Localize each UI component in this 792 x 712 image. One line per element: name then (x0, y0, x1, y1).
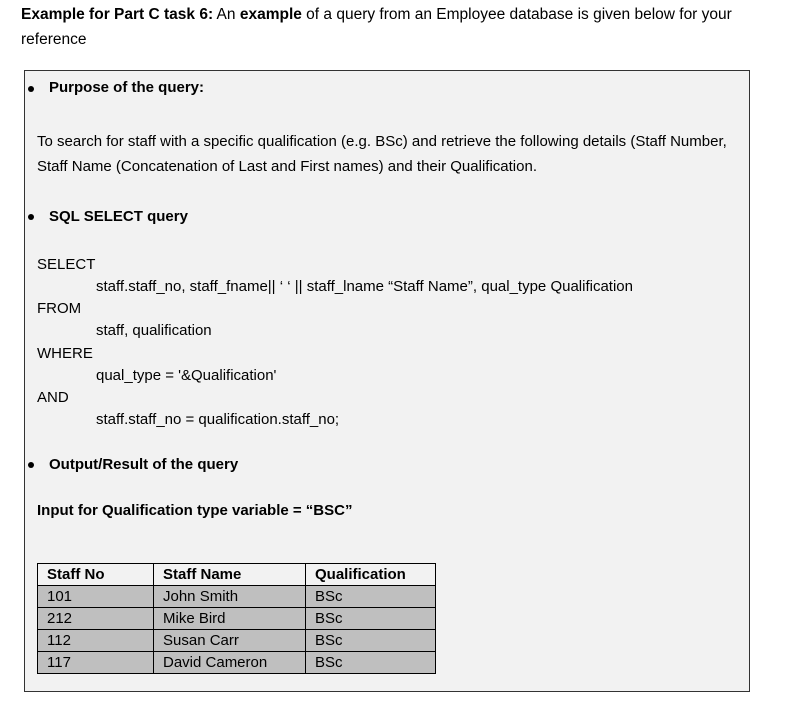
cell-staff-name: Susan Carr (154, 630, 306, 652)
cell-staff-no: 117 (38, 652, 154, 674)
header-qualification: Qualification (306, 564, 436, 586)
output-heading: Output/Result of the query (49, 456, 239, 473)
cell-staff-no: 101 (38, 586, 154, 608)
cell-qualification: BSc (306, 586, 436, 608)
example-box (24, 70, 750, 692)
table-header-row (38, 564, 436, 586)
cell-staff-no: 112 (38, 630, 154, 652)
output-input-line: Input for Qualification type variable = “BSC” (37, 502, 353, 519)
intro-part1: An (213, 6, 240, 23)
table-row (38, 630, 436, 652)
cell-qualification: BSc (306, 608, 436, 630)
intro-emph: example (239, 6, 302, 23)
intro-paragraph (21, 2, 781, 52)
purpose-text: To search for staff with a specific qualification (e.g. BSc) and retrieve the following details (Staff Number, Staff Name (Concatenation of Last and First names) and their Qualification. (37, 133, 727, 175)
cell-staff-name: John Smith (154, 586, 306, 608)
cell-qualification: BSc (306, 652, 436, 674)
bullet-sql (28, 214, 34, 220)
bullet-output (28, 462, 34, 468)
cell-staff-name: David Cameron (154, 652, 306, 674)
sql-and-keyword: AND (37, 389, 69, 406)
bullet-purpose (28, 86, 34, 92)
sql-select-body: staff.staff_no, staff_fname|| ‘ ‘ || staff_lname “Staff Name”, qual_type Qualification (96, 278, 633, 295)
table-row (38, 586, 436, 608)
sql-and-body: staff.staff_no = qualification.staff_no; (96, 411, 340, 428)
intro-part2: of a query from an Employee database is given below for your reference (21, 6, 732, 48)
cell-staff-no: 212 (38, 608, 154, 630)
header-staff-no: Staff No (38, 564, 154, 586)
sql-from-keyword: FROM (37, 300, 82, 317)
table-row (38, 608, 436, 630)
header-staff-name: Staff Name (154, 564, 306, 586)
sql-where-body: qual_type = '&Qualification' (96, 367, 277, 384)
cell-staff-name: Mike Bird (154, 608, 306, 630)
table-row (38, 652, 436, 674)
sql-from-body: staff, qualification (96, 322, 212, 339)
sql-select-keyword: SELECT (37, 256, 96, 273)
result-table (37, 563, 436, 674)
purpose-heading: Purpose of the query: (49, 79, 205, 96)
sql-heading: SQL SELECT query (49, 208, 188, 225)
intro-lead: Example for Part C task 6: (21, 6, 214, 23)
cell-qualification: BSc (306, 630, 436, 652)
sql-where-keyword: WHERE (37, 345, 93, 362)
